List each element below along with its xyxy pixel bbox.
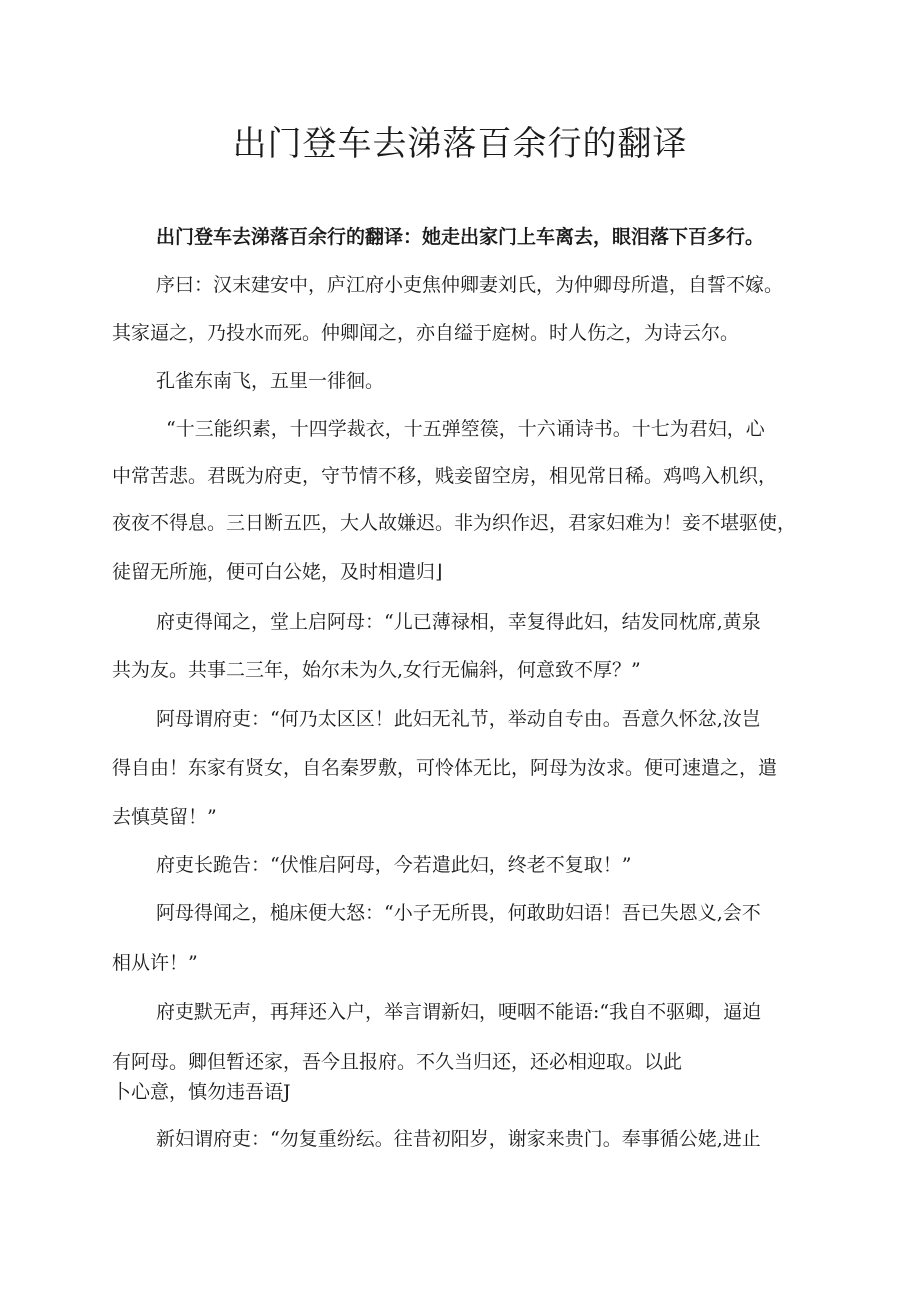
body-line: 去慎莫留！”: [112, 806, 217, 828]
body-line: 府吏默无声，再拜还入户，举言谓新妇，哽咽不能语:“我自不驱卿，逼迫: [156, 1001, 762, 1023]
translation-summary: 出门登车去涕落百余行的翻译：她走出家门上车离去，眼泪落下百多行。: [156, 226, 765, 248]
body-line: 夜夜不得息。三日断五匹，大人故嫌迟。非为织作迟，君家妇难为！妾不堪驱使，: [112, 512, 797, 534]
body-line: 相从许！”: [112, 952, 198, 974]
body-line: 中常苦悲。君既为府吏，守节情不移，贱妾留空房，相见常日稀。鸡鸣入机织，: [112, 465, 778, 487]
body-line: 阿母谓府吏：“何乃太区区！此妇无礼节，举动自专由。吾意久怀忿,汝岂: [156, 708, 761, 730]
body-line: 其家逼之，乃投水而死。仲卿闻之，亦自缢于庭树。时人伤之，为诗云尔。: [112, 322, 740, 344]
body-line: 徒留无所施，便可白公姥，及时相遣归⌋: [112, 561, 443, 583]
body-line: 序曰：汉末建安中，庐江府小吏焦仲卿妻刘氏，为仲卿母所遣，自誓不嫁。: [156, 274, 784, 296]
body-line: 府吏得闻之，堂上启阿母：“儿已薄禄相，幸复得此妇，结发同枕席,黄泉: [156, 611, 761, 633]
body-line: 共为友。共事二三年，始尔未为久,女行无偏斜，何意致不厚？”: [112, 659, 641, 681]
document-title: 出门登车去涕落百余行的翻译: [232, 124, 688, 164]
body-line: 孔雀东南飞，五里一徘徊。: [156, 370, 385, 392]
body-line: 新妇谓府吏：“勿复重纷纭。往昔初阳岁，谢家来贵门。奉事循公姥,进止: [156, 1128, 761, 1150]
body-line: 得自由！东家有贤女，自名秦罗敷，可怜体无比，阿母为汝求。便可速遣之，遣: [112, 757, 778, 779]
body-line: “十三能织素，十四学裁衣，十五弹箜篌，十六诵诗书。十七为君妇，心: [166, 418, 765, 440]
body-line: 府吏长跪告：“伏惟启阿母，今若遣此妇，终老不复取！”: [156, 854, 632, 876]
body-line: 卜心意，慎勿违吾语J: [112, 1081, 291, 1103]
body-line: 阿母得闻之，槌床便大怒：“小子无所畏，何敢助妇语！吾已失恩义,会不: [156, 902, 761, 924]
body-line: 有阿母。卿但暂还家，吾今且报府。不久当归还，还必相迎取。以此: [112, 1051, 683, 1073]
